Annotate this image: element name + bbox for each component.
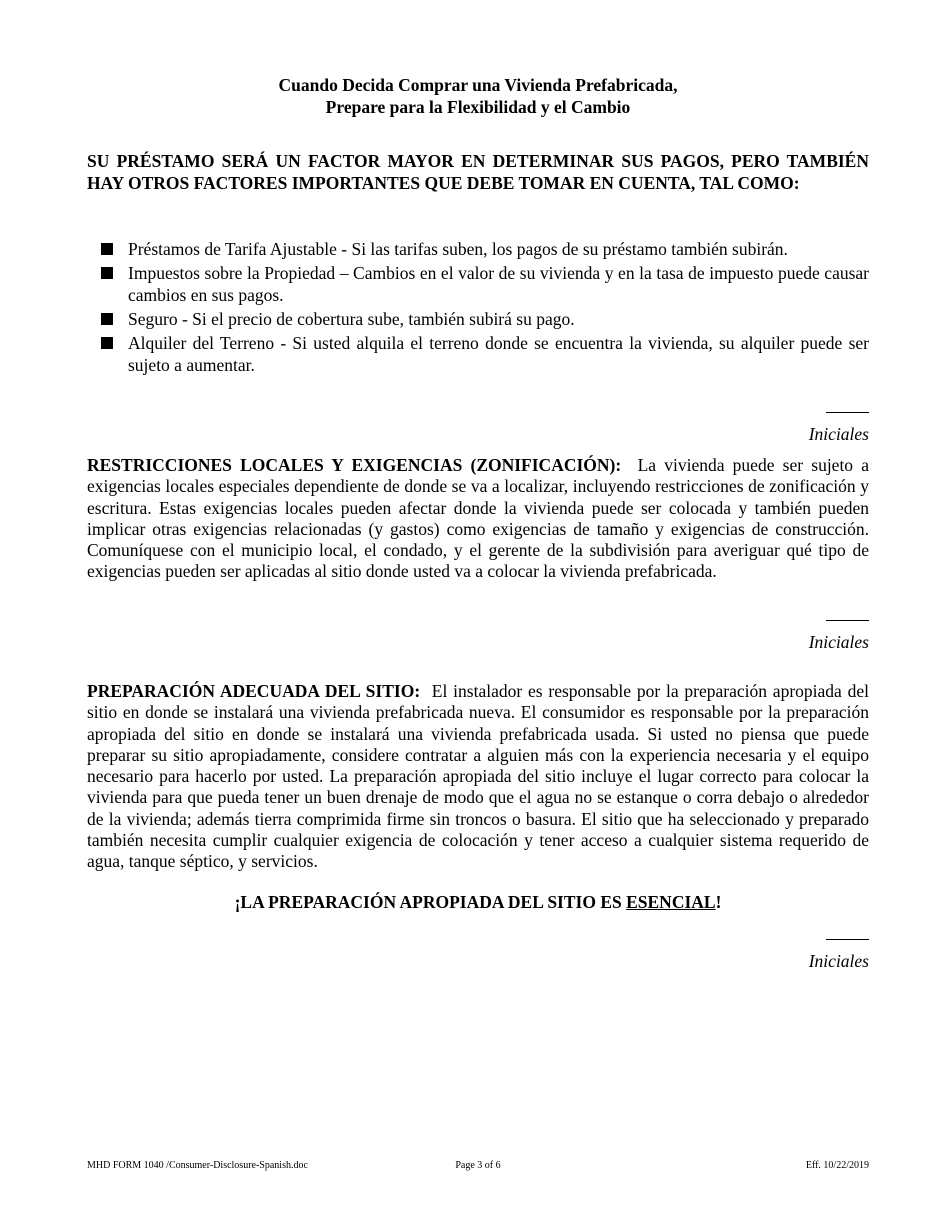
site-prep-section bbox=[87, 681, 869, 873]
document-page bbox=[87, 0, 869, 1230]
square-bullet-icon bbox=[101, 337, 113, 349]
footer-form-id: MHD FORM 1040 /Consumer-Disclosure-Spanish.doc bbox=[87, 1160, 308, 1171]
initials-label: Iniciales bbox=[808, 951, 869, 971]
factors-list bbox=[87, 238, 869, 378]
factor-text: Alquiler del Terreno - Si usted alquila el terreno donde se encuentra la vivienda, su alquiler puede ser sujeto a aumentar. bbox=[128, 333, 869, 375]
essential-prefix: ¡LA PREPARACIÓN APROPIADA DEL SITIO ES bbox=[234, 892, 627, 912]
initials-line bbox=[826, 620, 869, 621]
initials-label: Iniciales bbox=[808, 632, 869, 652]
title-line-1: Cuando Decida Comprar una Vivienda Prefabricada, bbox=[278, 75, 678, 95]
zoning-heading: RESTRICCIONES LOCALES Y EXIGENCIAS (ZONIFICACIÓN): bbox=[87, 455, 622, 475]
initials-field-2[interactable] bbox=[769, 620, 869, 653]
site-prep-body: El instalador es responsable por la preparación apropiada del sitio en donde se instalará una vivienda prefabricada nueva. El consumidor es responsable por la preparación apropiada del sitio en donde se instalará una vivienda prefabricada usada. Si usted no piensa que puede preparar su sitio apropiadamente, considere contratar a alguien más con la experiencia necesaria y el equipo necesario para hacerlo por usted. La preparación apropiada del sitio incluye el lugar correcto para colocar la vivienda para que pueda tener un buen drenaje de modo que el agua no se estanque o corra debajo o alrededor de la vivienda; además tierra comprimida firme sin troncos o basura. El sitio que ha seleccionado y preparado también necesita cumplir cualquier exigencia de colocación y tener acceso a cualquier sistema requerido de agua, tanque séptico, y servicios. bbox=[87, 681, 870, 872]
essential-statement bbox=[87, 891, 869, 913]
zoning-body: La vivienda puede ser sujeto a exigencias locales especiales dependiente de donde se va a localizar, incluyendo restricciones de zonificación y escritura. Estas exigencias locales pueden afectar donde la vivienda puede ser colocada y también pueden implicar otras exigencias relacionadas (y gastos) como exigencias de tamaño y exigencias de construcción. Comuníquese con el municipio local, el condado, y el gerente de la subdivisión para averiguar qué tipo de exigencias pueden ser aplicadas al sitio donde usted va a colocar la vivienda prefabricada. bbox=[87, 455, 870, 582]
square-bullet-icon bbox=[101, 243, 113, 255]
square-bullet-icon bbox=[101, 267, 113, 279]
initials-field-3[interactable] bbox=[769, 939, 869, 972]
factor-text: Impuestos sobre la Propiedad – Cambios en el valor de su vivienda y en la tasa de impuesto puede causar cambios en sus pagos. bbox=[128, 263, 869, 305]
footer-effective-date: Eff. 10/22/2019 bbox=[805, 1160, 869, 1171]
footer-page-number: Page 3 of 6 bbox=[455, 1160, 501, 1171]
site-prep-heading: PREPARACIÓN ADECUADA DEL SITIO: bbox=[87, 681, 421, 701]
zoning-section bbox=[87, 455, 869, 583]
loan-factors-heading: SU PRÉSTAMO SERÁ UN FACTOR MAYOR EN DETERMINAR SUS PAGOS, PERO TAMBIÉN HAY OTROS FACTORES IMPORTANTES QUE DEBE TOMAR EN CUENTA, TAL COMO: bbox=[87, 151, 869, 193]
list-item bbox=[87, 262, 869, 306]
title-line-2: Prepare para la Flexibilidad y el Cambio bbox=[325, 97, 631, 117]
list-item bbox=[87, 308, 869, 330]
square-bullet-icon bbox=[101, 313, 113, 325]
initials-label: Iniciales bbox=[808, 424, 869, 444]
list-item bbox=[87, 332, 869, 376]
initials-line bbox=[826, 939, 869, 940]
document-title bbox=[87, 74, 869, 118]
list-item bbox=[87, 238, 869, 260]
initials-line bbox=[826, 412, 869, 413]
factor-text: Seguro - Si el precio de cobertura sube, también subirá su pago. bbox=[128, 309, 575, 329]
factor-text: Préstamos de Tarifa Ajustable - Si las tarifas suben, los pagos de su préstamo también subirán. bbox=[128, 239, 788, 259]
initials-field-1[interactable] bbox=[769, 412, 869, 445]
essential-underlined: ESENCIAL bbox=[626, 892, 716, 912]
essential-suffix: ! bbox=[715, 892, 722, 912]
